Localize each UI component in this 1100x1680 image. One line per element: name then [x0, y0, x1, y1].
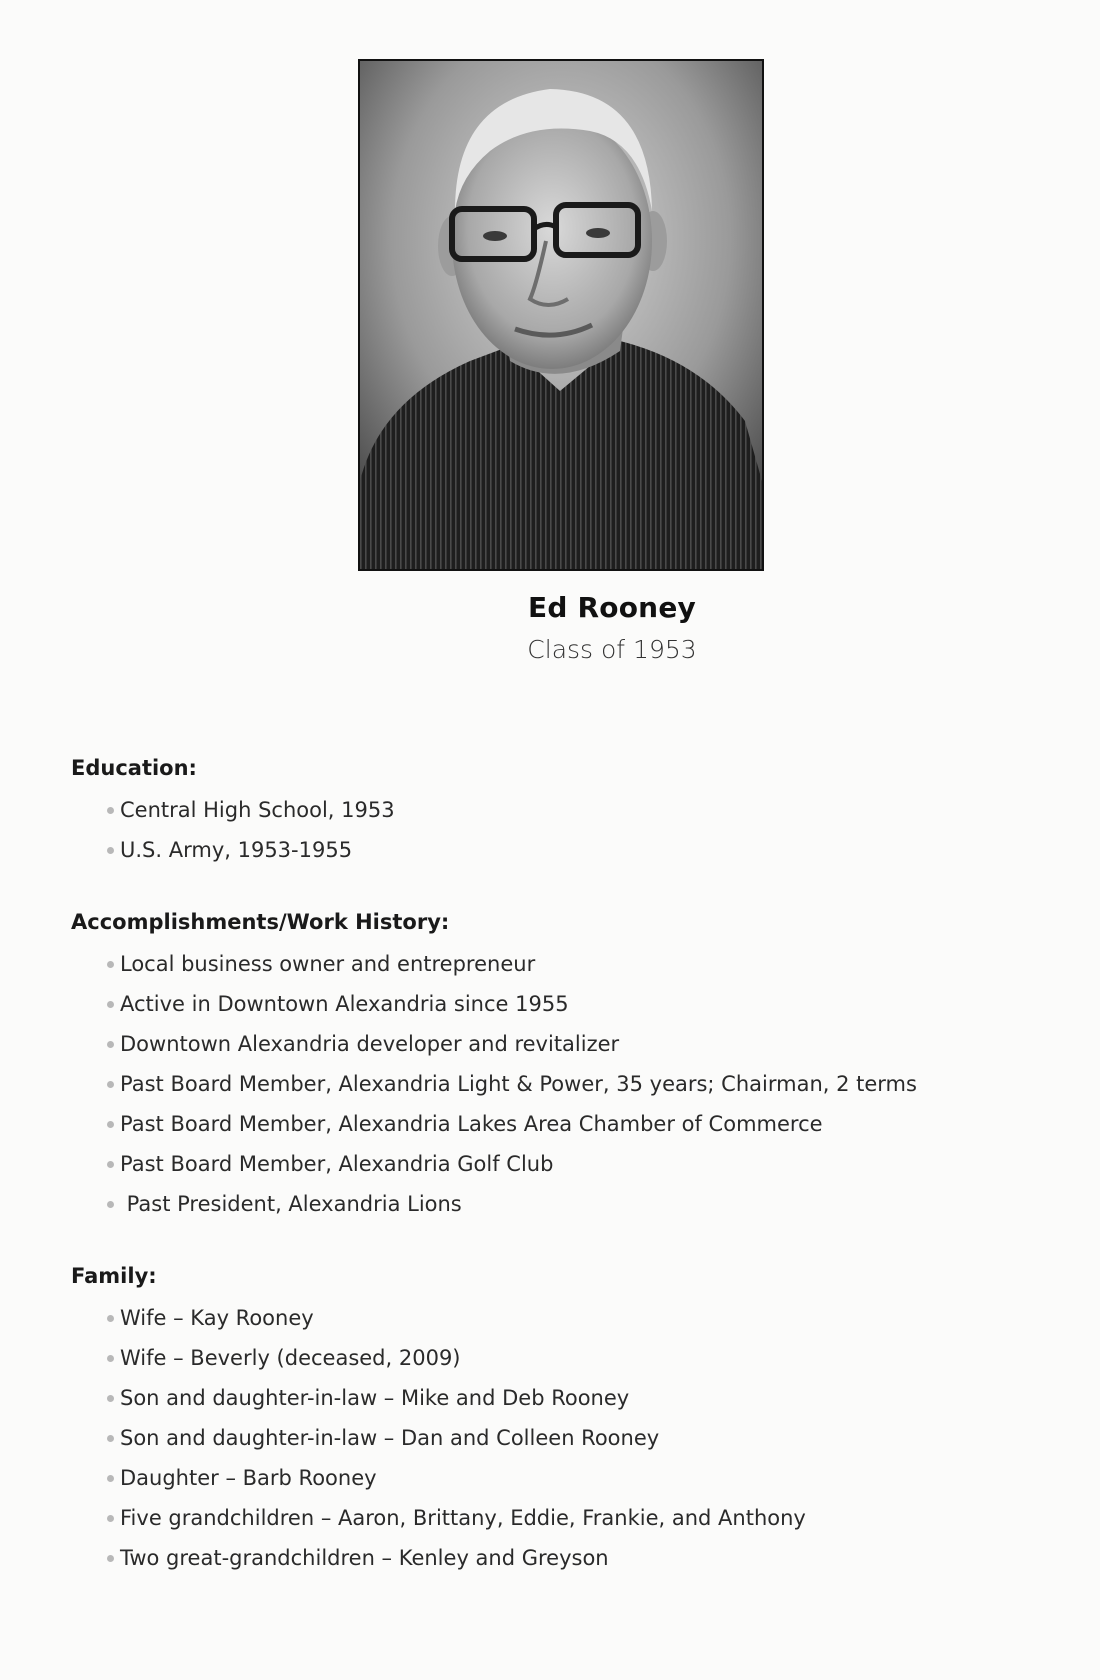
education-section [71, 752, 1071, 870]
bullet-icon [107, 1161, 114, 1168]
bullet-icon [107, 1081, 114, 1088]
bullet-icon [107, 1041, 114, 1048]
bullet-icon [107, 1121, 114, 1128]
list-item: Central High School, 1953 [107, 790, 1071, 830]
class-year: Class of 1953 [527, 635, 697, 664]
list-item: Wife – Kay Rooney [107, 1298, 1071, 1338]
bullet-icon [107, 1515, 114, 1522]
portrait-photo [358, 59, 764, 571]
bullet-icon [107, 847, 114, 854]
list-item: Downtown Alexandria developer and revitalizer [107, 1024, 1071, 1064]
list-item: Active in Downtown Alexandria since 1955 [107, 984, 1071, 1024]
list-item: Past Board Member, Alexandria Lakes Area Chamber of Commerce [107, 1104, 1071, 1144]
list-item: Five grandchildren – Aaron, Brittany, Eddie, Frankie, and Anthony [107, 1498, 1071, 1538]
bullet-icon [107, 1001, 114, 1008]
list-item: Son and daughter-in-law – Dan and Colleen Rooney [107, 1418, 1071, 1458]
bullet-icon [107, 1435, 114, 1442]
list-item: Daughter – Barb Rooney [107, 1458, 1071, 1498]
list-item: Past Board Member, Alexandria Golf Club [107, 1144, 1071, 1184]
accomplishments-section [71, 906, 1071, 1224]
bullet-icon [107, 961, 114, 968]
bullet-icon [107, 1315, 114, 1322]
bullet-icon [107, 1201, 114, 1208]
list-item: Local business owner and entrepreneur [107, 944, 1071, 984]
bullet-icon [107, 1355, 114, 1362]
family-list [71, 1298, 1071, 1578]
person-name: Ed Rooney [528, 591, 696, 624]
list-item: U.S. Army, 1953-1955 [107, 830, 1071, 870]
list-item: Wife – Beverly (deceased, 2009) [107, 1338, 1071, 1378]
list-item: Past Board Member, Alexandria Light & Power, 35 years; Chairman, 2 terms [107, 1064, 1071, 1104]
bullet-icon [107, 1395, 114, 1402]
list-item: Two great-grandchildren – Kenley and Greyson [107, 1538, 1071, 1578]
accomplishments-heading: Accomplishments/Work History: [71, 910, 450, 934]
family-heading: Family: [71, 1264, 157, 1288]
list-item: Son and daughter-in-law – Mike and Deb Rooney [107, 1378, 1071, 1418]
bullet-icon [107, 1475, 114, 1482]
accomplishments-list [71, 944, 1071, 1224]
bullet-icon [107, 807, 114, 814]
education-heading: Education: [71, 756, 197, 780]
list-item: Past President, Alexandria Lions [107, 1184, 1071, 1224]
education-list [71, 790, 1071, 870]
family-section [71, 1260, 1071, 1578]
bullet-icon [107, 1555, 114, 1562]
portrait-illustration [360, 61, 762, 569]
